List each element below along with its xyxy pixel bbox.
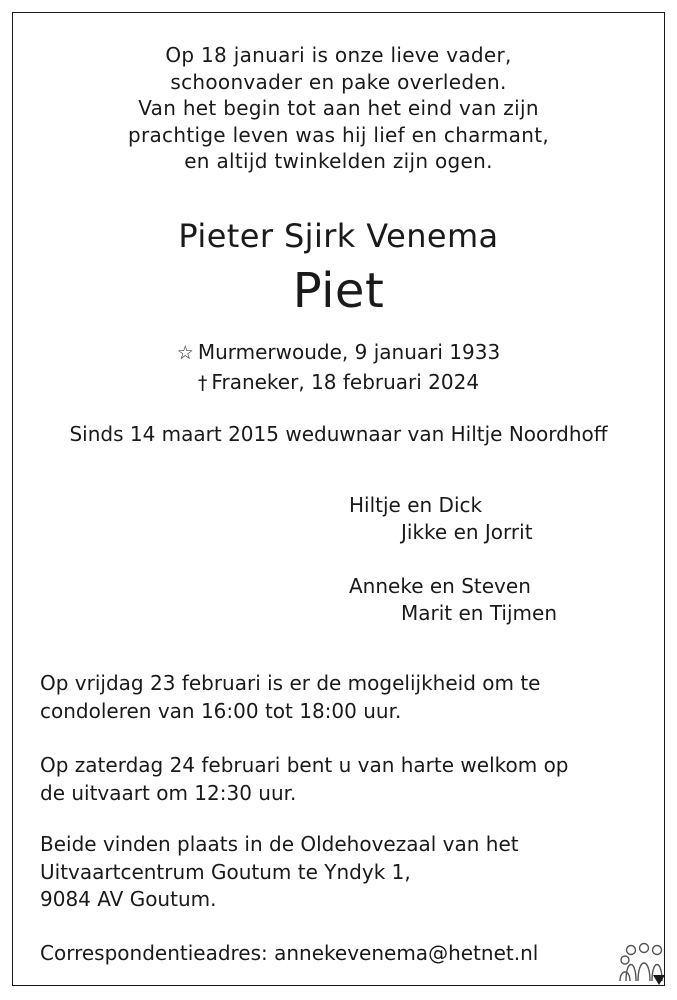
life-dates xyxy=(0,338,677,398)
deceased-full-name: Pieter Sjirk Venema xyxy=(178,217,499,255)
family-parents-2: Anneke en Steven xyxy=(349,574,531,598)
funeral-paragraph xyxy=(40,752,660,807)
condolence-paragraph xyxy=(40,670,660,725)
birth-line xyxy=(0,338,677,368)
poem-line: Van het begin tot aan het eind van zijn xyxy=(138,96,539,120)
location-line: Beide vinden plaats in de Oldehovezaal van het xyxy=(40,832,519,856)
poem-line: schoonvader en pake overleden. xyxy=(170,69,507,94)
poem-line: prachtige leven was hij lief en charmant, xyxy=(127,122,550,147)
cross-icon: † xyxy=(197,372,208,394)
funeral-line: de uitvaart om 12:30 uur. xyxy=(40,780,297,805)
death-date: Franeker, 18 februari 2024 xyxy=(211,370,480,394)
star-icon: ☆ xyxy=(176,342,194,364)
deceased-nickname: Piet xyxy=(292,263,385,319)
poem xyxy=(0,42,677,175)
location-line: Uitvaartcentrum Goutum te Yndyk 1, xyxy=(40,859,411,884)
condolence-line: Op vrijdag 23 februari is er de mogelijkheid om te xyxy=(40,671,541,695)
widowed-line: Sinds 14 maart 2015 weduwnaar van Hiltje Noordhoff xyxy=(69,422,608,446)
family-child-1: Jikke en Jorrit xyxy=(401,520,533,544)
location-line: 9084 AV Goutum. xyxy=(40,887,217,911)
family-parents-1: Hiltje en Dick xyxy=(349,493,483,517)
birth-date: Murmerwoude, 9 januari 1933 xyxy=(197,340,501,364)
poem-line: en altijd twinkelden zijn ogen. xyxy=(184,149,493,173)
condolence-line: condoleren van 16:00 tot 18:00 uur. xyxy=(40,698,402,723)
correspondence-address: Correspondentieadres: annekevenema@hetnet.nl xyxy=(40,941,539,965)
funeral-line: Op zaterdag 24 februari bent u van harte welkom op xyxy=(40,753,569,777)
poem-line: Op 18 januari is onze lieve vader, xyxy=(165,43,512,67)
arrow-down-icon[interactable] xyxy=(653,975,665,985)
death-line xyxy=(0,368,677,398)
location-paragraph xyxy=(40,831,660,914)
family-child-2: Marit en Tijmen xyxy=(401,601,558,625)
